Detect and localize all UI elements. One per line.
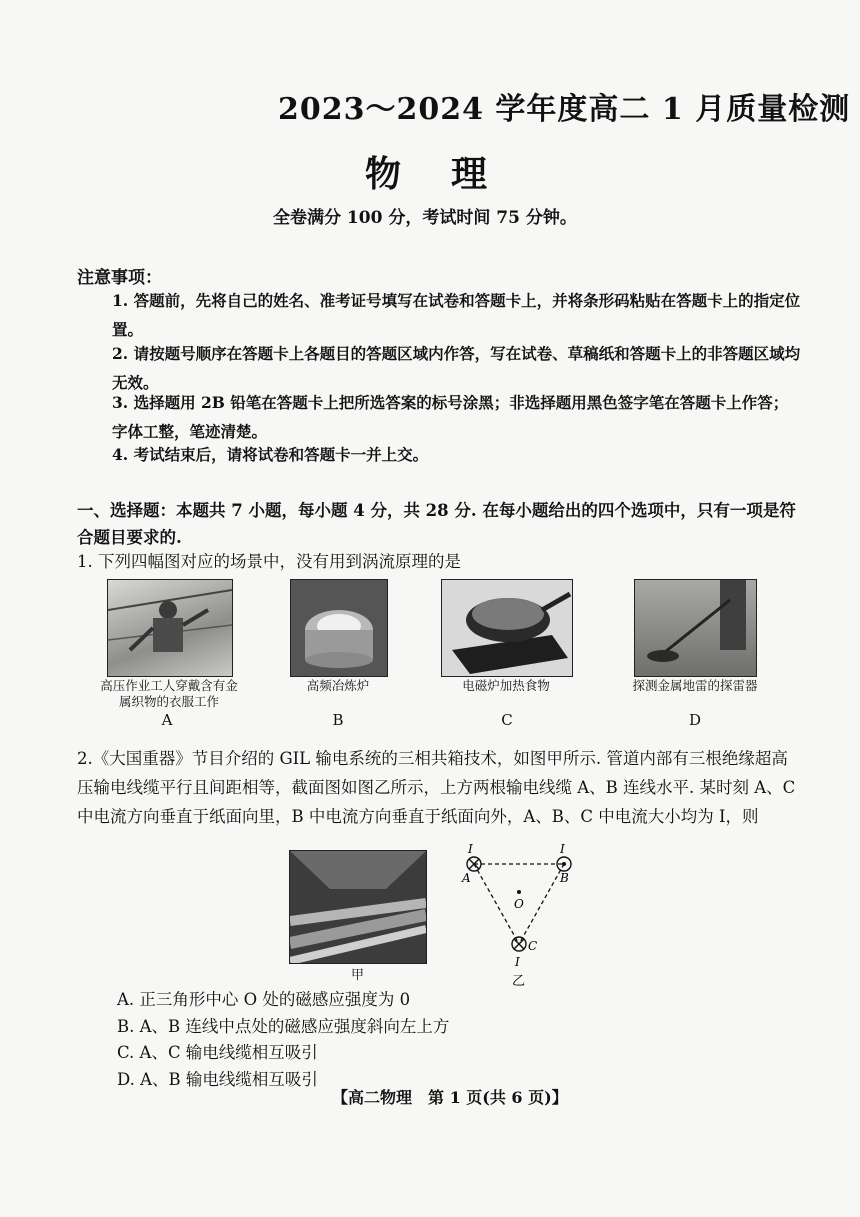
option-c: C. A、C 输电线缆相互吸引 [117, 1043, 318, 1062]
letter-b: B [332, 711, 344, 729]
image-mine-detector [634, 579, 757, 677]
notice-item-1: 1. 答题前，先将自己的姓名、准考证号填写在试卷和答题卡上，并将条形码粘贴在答题卡上的指定位置。 [112, 291, 801, 339]
caption-a: 高压作业工人穿戴含有金属织物的衣服工作 [100, 678, 238, 709]
notice-item-4: 4. 考试结束后，请将试卷和答题卡一并上交。 [112, 445, 429, 464]
label-a: A [462, 871, 471, 885]
detector-illustration [635, 580, 756, 676]
label-c: C [528, 939, 538, 953]
side-bc [519, 864, 564, 944]
side-ac [474, 864, 519, 944]
exam-info: 全卷满分 100 分，考试时间 75 分钟。 [273, 208, 577, 228]
label-o: O [514, 897, 524, 911]
center-o-dot [517, 890, 521, 894]
label-b: B [560, 871, 569, 885]
notice-item-3: 3. 选择题用 2B 铅笔在答题卡上把所选答案的标号涂黑；非选择题用黑色签字笔在答题卡上作答；字体工整，笔迹清楚。 [112, 393, 789, 441]
caption-b: 高频冶炼炉 [306, 678, 370, 693]
figure-jia-label: 甲 [351, 968, 365, 983]
option-a: A. 正三角形中心 O 处的磁感应强度为 0 [117, 990, 411, 1009]
question-2-stem: 2.《大国重器》节目介绍的 GIL 输电系统的三相共箱技术，如图甲所示. 管道内部有三根绝缘超高压输电线缆平行且间距相等，截面图如图乙所示，上方两根输电线缆 A、B 连线水平. 某时刻 A、C 中电流方向垂直于纸面向里，B 中电流方向垂直于纸面向外，A、B、C 中电流大小均为 I，则 [77, 749, 796, 826]
image-induction-cooker [441, 579, 573, 677]
label-i-c: I [515, 955, 520, 969]
image-gil-pipeline [289, 850, 427, 964]
figure-yi-label: 乙 [512, 974, 526, 989]
image-furnace [290, 579, 388, 677]
cable-c-into-page [512, 937, 526, 951]
worker-illustration [108, 580, 232, 676]
exam-title: 2023～2024 学年度高二 1 月质量检测 [278, 92, 851, 127]
furnace-illustration [291, 580, 387, 676]
label-i-b: I [560, 842, 565, 856]
caption-d: 探测金属地雷的探雷器 [632, 678, 758, 693]
label-i-a: I [468, 842, 473, 856]
pipeline-illustration [290, 851, 426, 963]
cooker-illustration [442, 580, 572, 676]
option-b: B. A、B 连线中点处的磁感应强度斜向左上方 [117, 1017, 450, 1036]
option-d: D. A、B 输电线缆相互吸引 [117, 1070, 318, 1089]
image-worker [107, 579, 233, 677]
page-footer: 【高二物理 第 1 页(共 6 页)】 [332, 1088, 568, 1107]
letter-a: A [161, 711, 173, 729]
letter-c: C [501, 711, 513, 729]
notice-heading: 注意事项： [77, 268, 162, 288]
figure-yi-diagram [452, 842, 582, 992]
subject-title: 物理 [365, 153, 538, 195]
section-heading: 一、选择题：本题共 7 小题，每小题 4 分，共 28 分. 在每小题给出的四个选项中，只有一项是符合题目要求的. [77, 501, 796, 547]
notice-item-2: 2. 请按题号顺序在答题卡上各题目的答题区域内作答，写在试卷、草稿纸和答题卡上的非答题区域均无效。 [112, 344, 801, 392]
letter-d: D [688, 711, 702, 729]
caption-c: 电磁炉加热食物 [462, 678, 550, 693]
cable-a-into-page [467, 857, 481, 871]
question-1-stem: 1. 下列四幅图对应的场景中，没有用到涡流原理的是 [77, 552, 461, 571]
